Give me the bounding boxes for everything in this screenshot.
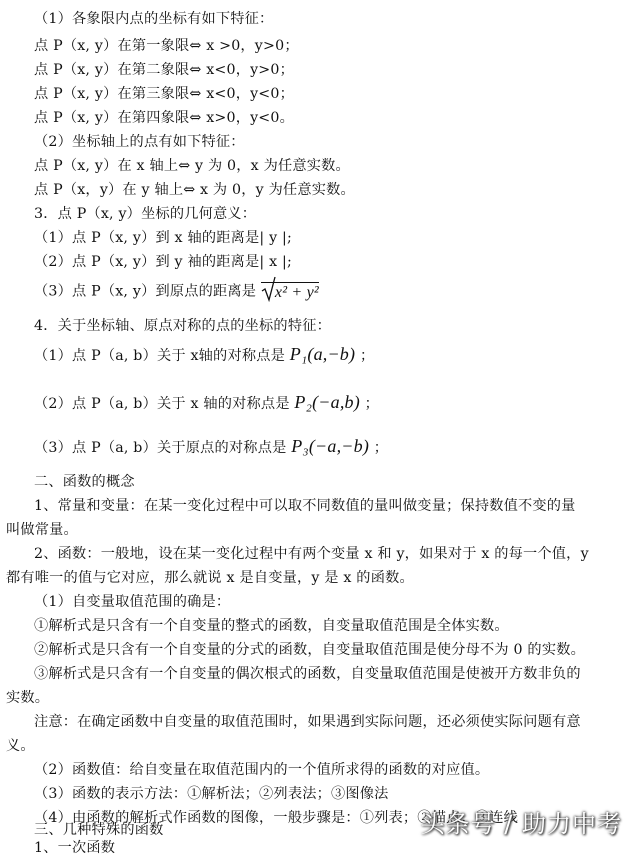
watermark-text: 头条号 / 助力中考 [420, 810, 622, 838]
text-line: ②解析式是只含有一个自变量的分式的函数，自变量取值范围是使分母不为 0 的实数。 [34, 642, 585, 658]
text-line: 1、一次函数 [34, 840, 116, 856]
text-line: 4．关于坐标轴、原点对称的点的坐标的特征： [34, 318, 331, 334]
section-heading: 三、几种特殊的函数 [34, 822, 164, 838]
text-line: 1、常量和变量：在某一变化过程中可以取不同数值的量叫做变量；保持数值不变的量 [34, 498, 576, 514]
text-line: （1）点 P（x, y）到 x 轴的距离是| y |; [34, 230, 292, 246]
text-line: （1）自变量取值范围的确是： [34, 594, 231, 610]
text-line: （4）由函数的解析式作函数的图像，一般步骤是：①列表；②描点；③连线 [34, 810, 519, 826]
text-line: （1）各象限内点的坐标有如下特征： [34, 11, 274, 27]
text-segment: （1）点 P（a, b）关于 x轴的对称点是 [34, 348, 285, 364]
text-line: 点 P（x, y）在第四象限⇔ x>0，y<0。 [34, 110, 295, 126]
text-line-symmetry-3 [34, 436, 388, 458]
text-line: 点 P（x, y）在 x 轴上⇔ y 为 0，x 为任意实数。 [34, 158, 350, 174]
text-segment: ； [364, 396, 380, 412]
text-line: 点 P（x, y）在第三象限⇔ x<0，y<0； [34, 86, 295, 102]
text-line: 2、函数：一般地，设在某一变化过程中有两个变量 x 和 y，如果对于 x 的每一个值，y [34, 546, 589, 562]
sqrt-expression [261, 280, 319, 303]
text-segment: ； [359, 348, 375, 364]
text-line: 3．点 P（x, y）坐标的几何意义： [34, 206, 257, 222]
text-line: （2）点 P（x, y）到 y 袖的距离是| x |; [34, 254, 292, 270]
text-line: 都有唯一的值与它对应，那么就说 x 是自变量，y 是 x 的函数。 [6, 570, 414, 586]
text-line-symmetry-2 [34, 392, 379, 414]
text-line: 点 P（x，y）在 y 轴上⇔ x 为 0，y 为任意实数。 [34, 182, 355, 198]
text-line: 叫做常量。 [6, 522, 78, 538]
text-line: 点 P（x, y）在第一象限⇔ x >0，y>0； [34, 38, 299, 54]
radicand: x² + y² [261, 282, 319, 303]
text-line: 点 P（x, y）在第二象限⇔ x<0，y>0； [34, 62, 295, 78]
text-line: （2）坐标轴上的点有如下特征： [34, 134, 245, 150]
section-heading: 二、函数的概念 [34, 474, 135, 490]
text-line: ③解析式是只含有一个自变量的偶次根式的函数，自变量取值范围是使被开方数非负的 [34, 666, 581, 682]
text-line: （3）函数的表示方法：①解析法；②列表法；③图像法 [34, 786, 389, 802]
text-line: （2）函数值：给自变量在取值范围内的一个值所求得的函数的对应值。 [34, 762, 490, 778]
text-segment: （2）点 P（a, b）关于 x 轴的对称点是 [34, 396, 290, 412]
text-segment: （3）点 P（x, y）到原点的距离是 [34, 283, 257, 300]
text-segment: （3）点 P（a, b）关于原点的对称点是 [34, 440, 287, 456]
radical-sign [261, 276, 277, 302]
text-line: ①解析式是只含有一个自变量的整式的函数，自变量取值范围是全体实数。 [34, 618, 509, 634]
text-segment: ； [373, 440, 389, 456]
math-point-p1: P₁(a,−b) [289, 344, 356, 364]
text-line-symmetry-1 [34, 344, 374, 366]
math-point-p2: P₂(−a,b) [294, 392, 360, 412]
text-line-distance-formula [34, 280, 319, 303]
text-line: 义。 [6, 738, 35, 754]
text-line: 实数。 [6, 690, 50, 706]
math-point-p3: P₃(−a,−b) [291, 436, 370, 456]
text-line: 注意：在确定函数中自变量的取值范围时，如果遇到实际问题，还必须使实际问题有意 [34, 714, 581, 730]
